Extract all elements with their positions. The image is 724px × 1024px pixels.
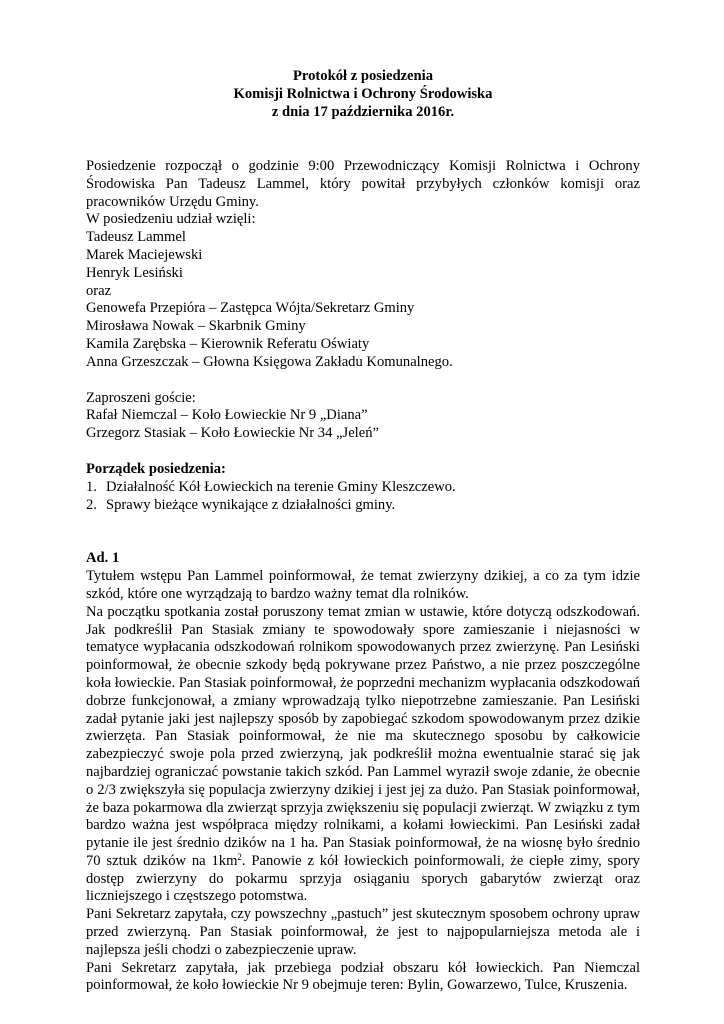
member-item: Henryk Lesiński: [86, 264, 183, 281]
title-line-1: Protokół z posiedzenia: [293, 68, 433, 84]
member-item: Tadeusz Lammel: [86, 229, 186, 246]
oraz-label: oraz: [86, 282, 112, 299]
agenda-item-number: 1.: [86, 478, 97, 495]
title-line-2: Komisji Rolnictwa i Ochrony Środowiska: [233, 86, 493, 102]
member-item: Marek Maciejewski: [86, 246, 203, 263]
agenda-item: [86, 479, 640, 497]
staff-item: Anna Grzeszczak – Głowna Księgowa Zakładu Komunalnego.: [86, 353, 453, 370]
ad1-paragraph-2: [86, 604, 640, 907]
participants-heading: W posiedzeniu udział wzięli:: [86, 211, 256, 228]
staff-list: [86, 300, 640, 371]
superscript-2: 2: [237, 851, 242, 862]
agenda-item-number: 2.: [86, 496, 97, 513]
ad1-paragraph-2-text: Na początku spotkania został poruszony temat zmian w ustawie, które dotyczą odszkodowań. Jak podkreślił Pan Stasiak zmiany te spowodowały spore zamieszanie i niejasności w tematyce wypłacania odszkodowań rolnikom spowodowanych przez zwierzynę. Pan Lesiński poinformował, że obecnie szkody będą pokrywane przez Państwo, a nie przez poszczególne koła łowieckie. Pan Stasiak poinformował, że poprzedni mechanizm wypłacania odszkodowań dobrze funkcjonował, a zmiany wprowadzają tylko niepotrzebne zamieszanie. Pan Lesiński zadał pytanie jaki jest najlepszy sposób by zapobiegać szkodom spowodowanym przez dzikie zwierzęta. Pan Stasiak poinformował, że nie ma skutecznego sposobu by całkowicie zabezpieczyć swoje pola przed zwierzyną, jak podkreślił można ewentualnie starać się jak najbardziej ograniczać powstanie takich szkód. Pan Lammel wyraził swoje zdanie, że obecnie o 2/3 zwiększyła się populacja zwierzyny dzikiej i jest jej za dużo. Pan Stasiak poinformował, że baza pokarmowa dla zwierząt sprzyja zwiększeniu się populacji zwierząt. W związku z tym bardzo ważna jest współpraca między rolnikami, a kołami łowieckimi. Pan Lesiński zadał pytanie ile jest średnio dzików na 1 ha. Pan Stasiak poinformował, że na wiosnę było średnio 70 sztuk dzików na 1km: [86, 603, 640, 869]
members-list: [86, 229, 640, 282]
agenda-item-text: Działalność Kół Łowieckich na terenie Gminy Kleszczewo.: [106, 478, 456, 495]
staff-item: Kamila Zarębska – Kierownik Referatu Oświaty: [86, 335, 370, 352]
ad1-paragraph-2-tail: . Panowie z kół łowieckich poinformowali, że ciepłe zimy, spory dostęp zwierzyny do pokarmu sprzyja osiąganiu sporych gabarytów zwierząt oraz liczniejszego i częstszego potomstwa.: [86, 852, 640, 905]
agenda-list: [86, 479, 640, 515]
staff-item: Mirosława Nowak – Skarbnik Gminy: [86, 318, 306, 335]
ad1-paragraph-4: Pani Sekretarz zapytała, jak przebiega podział obszaru kół łowieckich. Pan Niemczal poinformował, że koło łowieckie Nr 9 obejmuje teren: Bylin, Gowarzewo, Tulce, Kruszenia.: [86, 959, 640, 994]
agenda-item-text: Sprawy bieżące wynikające z działalności gminy.: [106, 496, 396, 513]
staff-item: Genowefa Przepióra – Zastępca Wójta/Sekretarz Gminy: [86, 300, 415, 317]
document-title: [86, 68, 640, 122]
agenda-heading: Porządek posiedzenia:: [86, 460, 226, 477]
guest-item: Rafał Niemczal – Koło Łowieckie Nr 9 „Diana”: [86, 407, 368, 424]
ad1-heading: Ad. 1: [86, 550, 120, 567]
intro-paragraph: Posiedzenie rozpoczął o godzinie 9:00 Przewodniczący Komisji Rolnictwa i Ochrony Środowiska Pan Tadeusz Lammel, który powitał przybyłych członków komisji oraz pracowników Urzędu Gminy.: [86, 158, 640, 210]
guests-list: [86, 407, 640, 443]
title-line-3: z dnia 17 października 2016r.: [271, 104, 455, 120]
ad1-paragraph-1: Tytułem wstępu Pan Lammel poinformował, że temat zwierzyny dzikiej, a co za tym idzie szkód, które one wyrządzają to bardzo ważny temat dla rolników.: [86, 568, 640, 602]
guests-heading: Zaproszeni goście:: [86, 389, 196, 406]
document-page: [86, 68, 640, 995]
agenda-item: [86, 497, 640, 515]
ad1-paragraph-3: Pani Sekretarz zapytała, czy powszechny „pastuch” jest skutecznym sposobem ochrony upraw przed zwierzyną. Pan Stasiak poinformował, że jest to najpopularniejsza metoda ale i najlepsza jeśli chodzi o zabezpieczenie upraw.: [86, 906, 640, 958]
guest-item: Grzegorz Stasiak – Koło Łowieckie Nr 34 „Jeleń”: [86, 425, 379, 442]
